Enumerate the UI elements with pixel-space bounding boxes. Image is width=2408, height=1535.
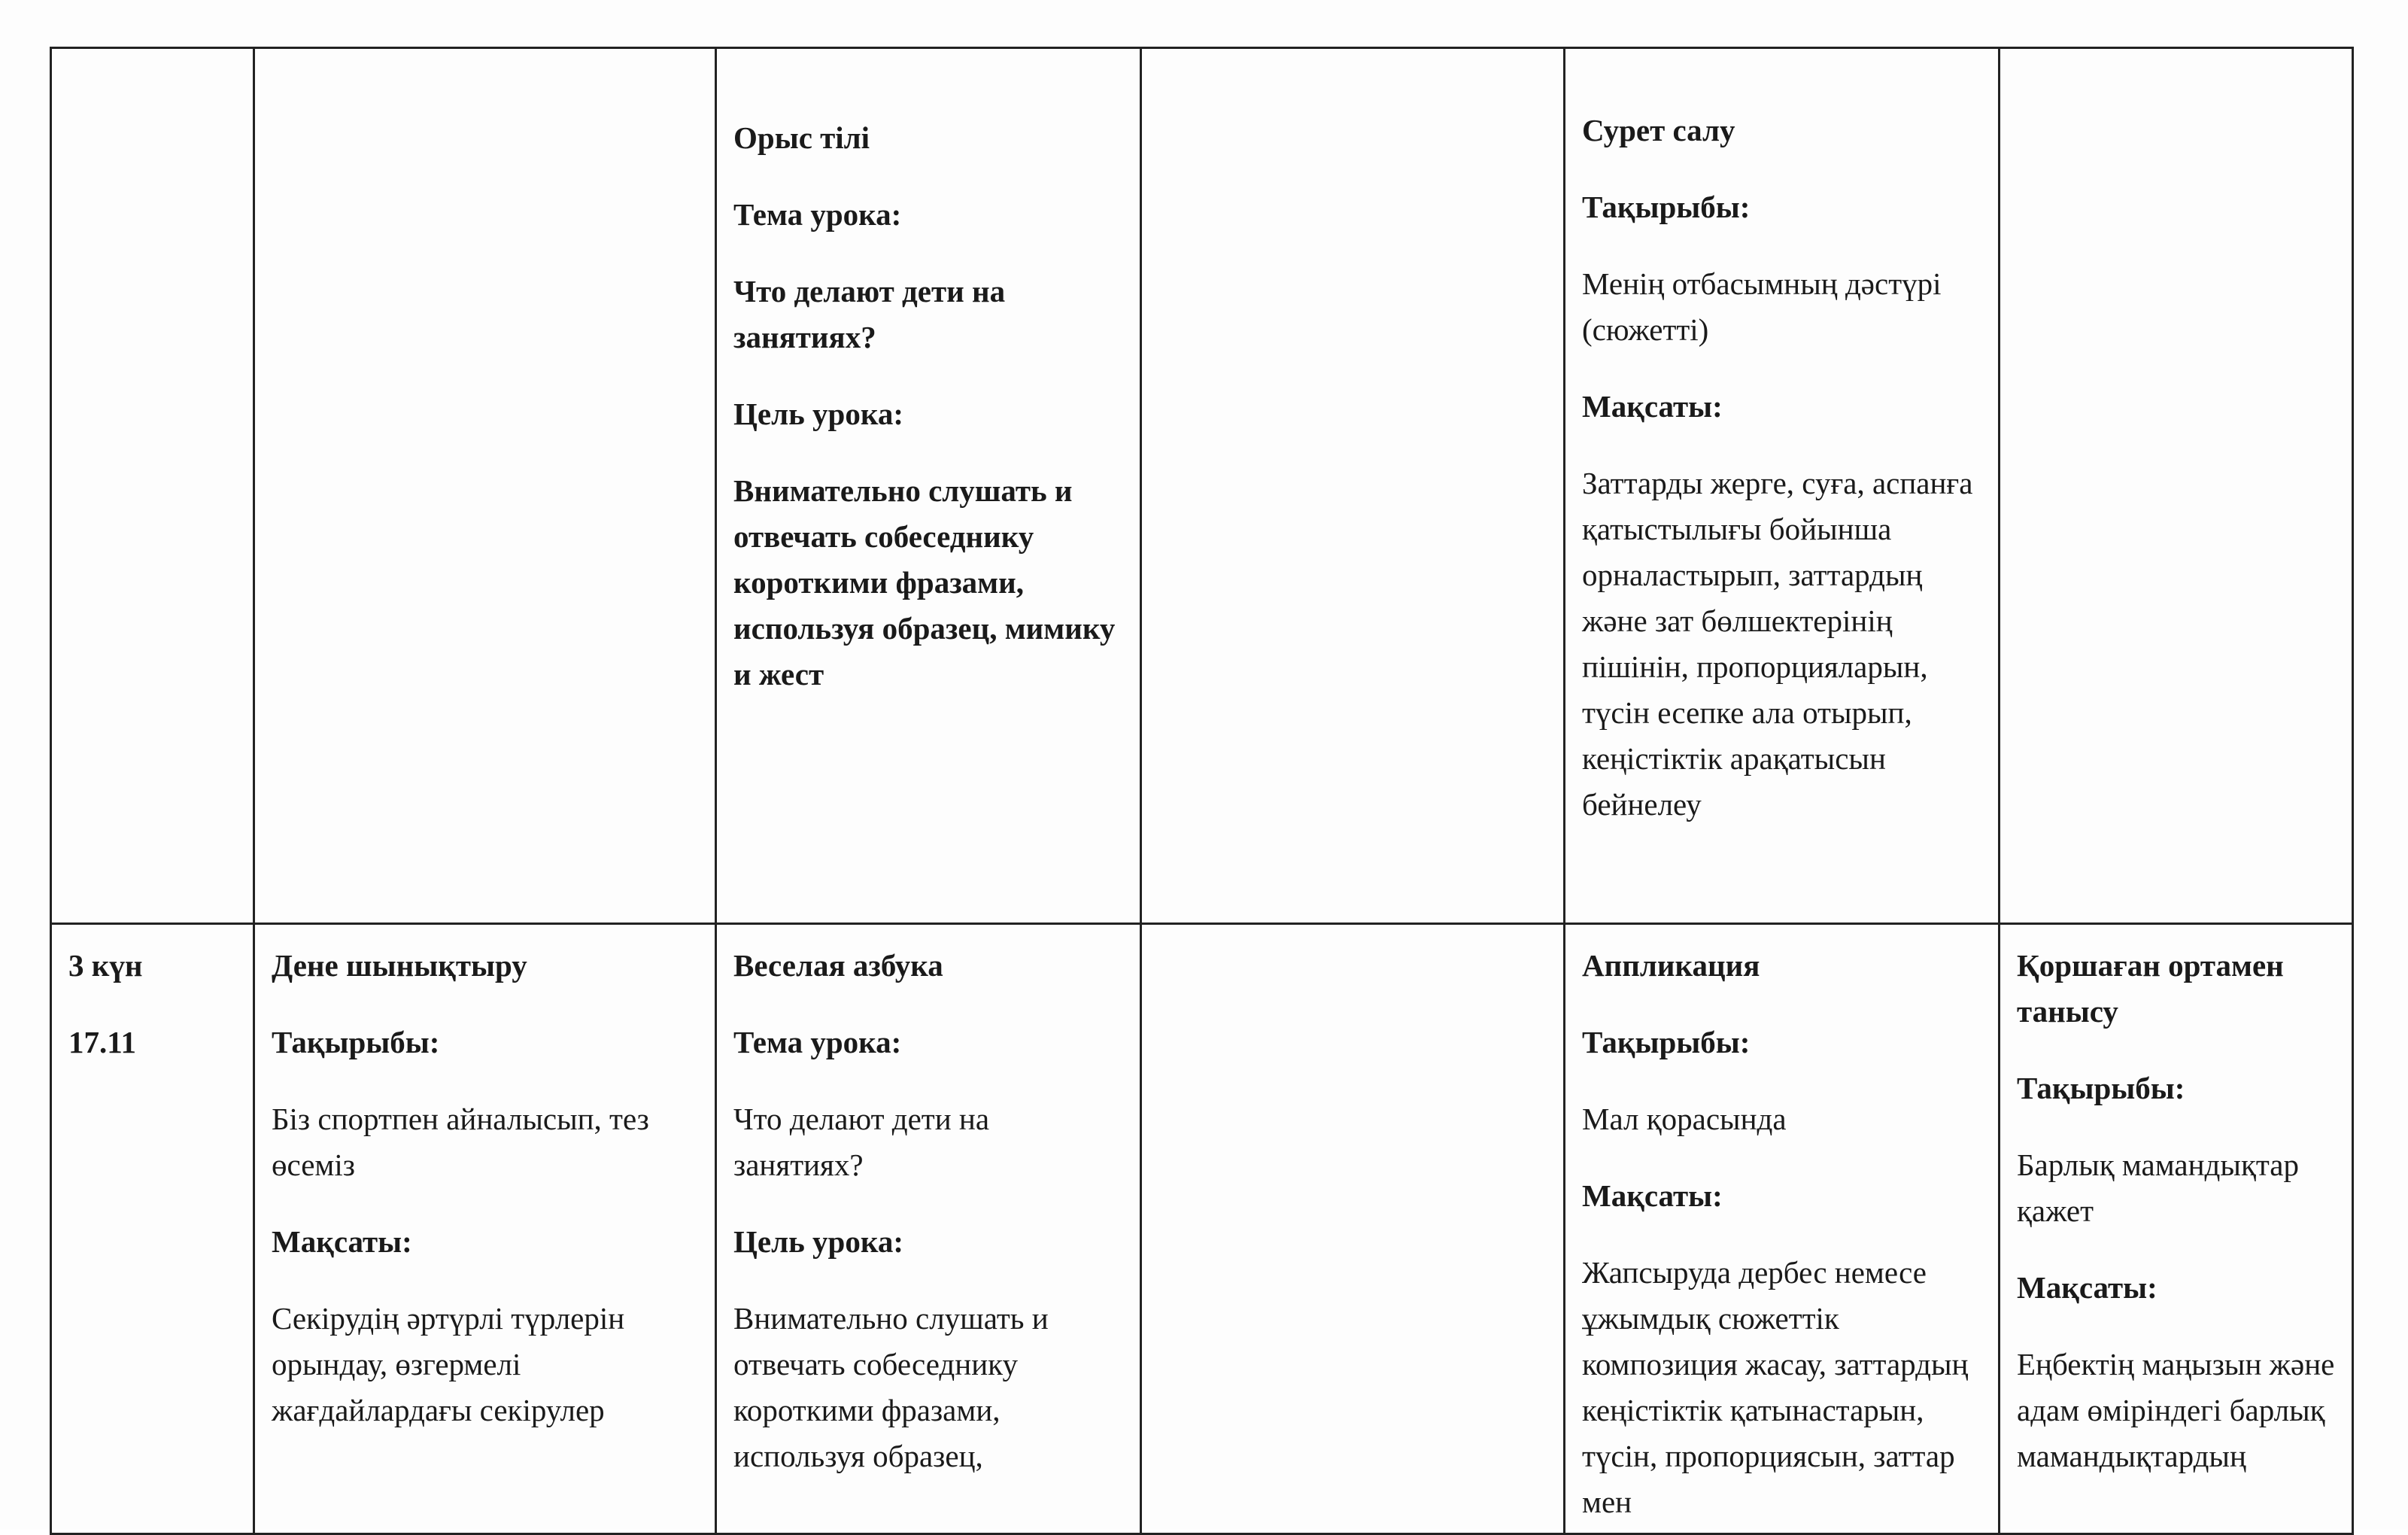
- topic-text: Мал қорасында: [1582, 1102, 1787, 1136]
- goal-label: Цель урока:: [733, 1224, 903, 1259]
- goal-text: Заттарды жерге, суға, аспанға қатыстылығы бойынша орналастырып, заттардың және зат бөлшектерінің пішінін, пропорцияларын, түсін есепке ала отырып, кеңістіктік арақатысын бейнелеу: [1582, 466, 1973, 822]
- goal-label: Мақсаты:: [1582, 1178, 1723, 1213]
- cell-drawing-lesson: [1565, 48, 2000, 924]
- goal-label: Мақсаты:: [1582, 389, 1723, 424]
- goal-text: Внимательно слушать и отвечать собеседнику короткими фразами, используя образец,: [733, 1301, 1049, 1473]
- goal-text: Еңбектің маңызын және адам өміріндегі барлық мамандықтардың: [2017, 1347, 2335, 1473]
- cell-day: [51, 924, 254, 1534]
- topic-label: Тақырыбы:: [272, 1025, 440, 1059]
- topic-text: Барлық мамандықтар қажет: [2017, 1147, 2299, 1228]
- cell-environment-lesson: [2000, 924, 2353, 1534]
- topic-label: Тақырыбы:: [1582, 190, 1751, 224]
- topic-label: Тақырыбы:: [2017, 1071, 2185, 1105]
- cell-russian-lesson: [716, 48, 1141, 924]
- day-date: 17.11: [68, 1025, 136, 1059]
- topic-text: Что делают дети на занятиях?: [733, 1102, 990, 1182]
- subject-title: Орыс тілі: [733, 120, 870, 155]
- table-row-2: [51, 924, 2353, 1534]
- cell-empty-col2: [254, 48, 716, 924]
- goal-text: Секірудің әртүрлі түрлерін орындау, өзгермелі жағдайлардағы секірулер: [272, 1301, 625, 1427]
- cell-empty-col4: [1141, 924, 1565, 1534]
- topic-text: Менің отбасымның дәстүрі (сюжетті): [1582, 266, 1942, 347]
- subject-title: Дене шынықтыру: [272, 948, 527, 983]
- goal-text: Внимательно слушать и отвечать собеседнику короткими фразами, используя образец, мимику и жест: [733, 473, 1116, 692]
- cell-day-empty: [51, 48, 254, 924]
- cell-applique-lesson: [1565, 924, 2000, 1534]
- topic-label: Тақырыбы:: [1582, 1025, 1751, 1059]
- cell-alphabet-lesson: [716, 924, 1141, 1534]
- subject-title: Веселая азбука: [733, 948, 943, 983]
- goal-label: Цель урока:: [733, 397, 903, 431]
- cell-empty-col4: [1141, 48, 1565, 924]
- topic-label: Тема урока:: [733, 1025, 902, 1059]
- goal-label: Мақсаты:: [2017, 1270, 2157, 1305]
- lesson-plan-table: [50, 47, 2354, 1535]
- cell-physical-education: [254, 924, 716, 1534]
- subject-title: Қоршаған ортамен танысу: [2017, 948, 2284, 1029]
- cell-empty-col6: [2000, 48, 2353, 924]
- topic-label: Тема урока:: [733, 197, 902, 232]
- topic-text: Что делают дети на занятиях?: [733, 274, 1006, 354]
- subject-title: Сурет салу: [1582, 113, 1735, 147]
- day-label: 3 күн: [68, 948, 143, 983]
- goal-text: Жапсыруда дербес немесе ұжымдық сюжеттік композиция жасау, заттардың кеңістіктік қатынастарын, түсін, пропорциясын, заттар мен: [1582, 1255, 1969, 1519]
- subject-title: Аппликация: [1582, 948, 1760, 983]
- topic-text: Біз спортпен айналысып, тез өсеміз: [272, 1102, 649, 1182]
- goal-label: Мақсаты:: [272, 1224, 412, 1259]
- table-row-1: [51, 48, 2353, 924]
